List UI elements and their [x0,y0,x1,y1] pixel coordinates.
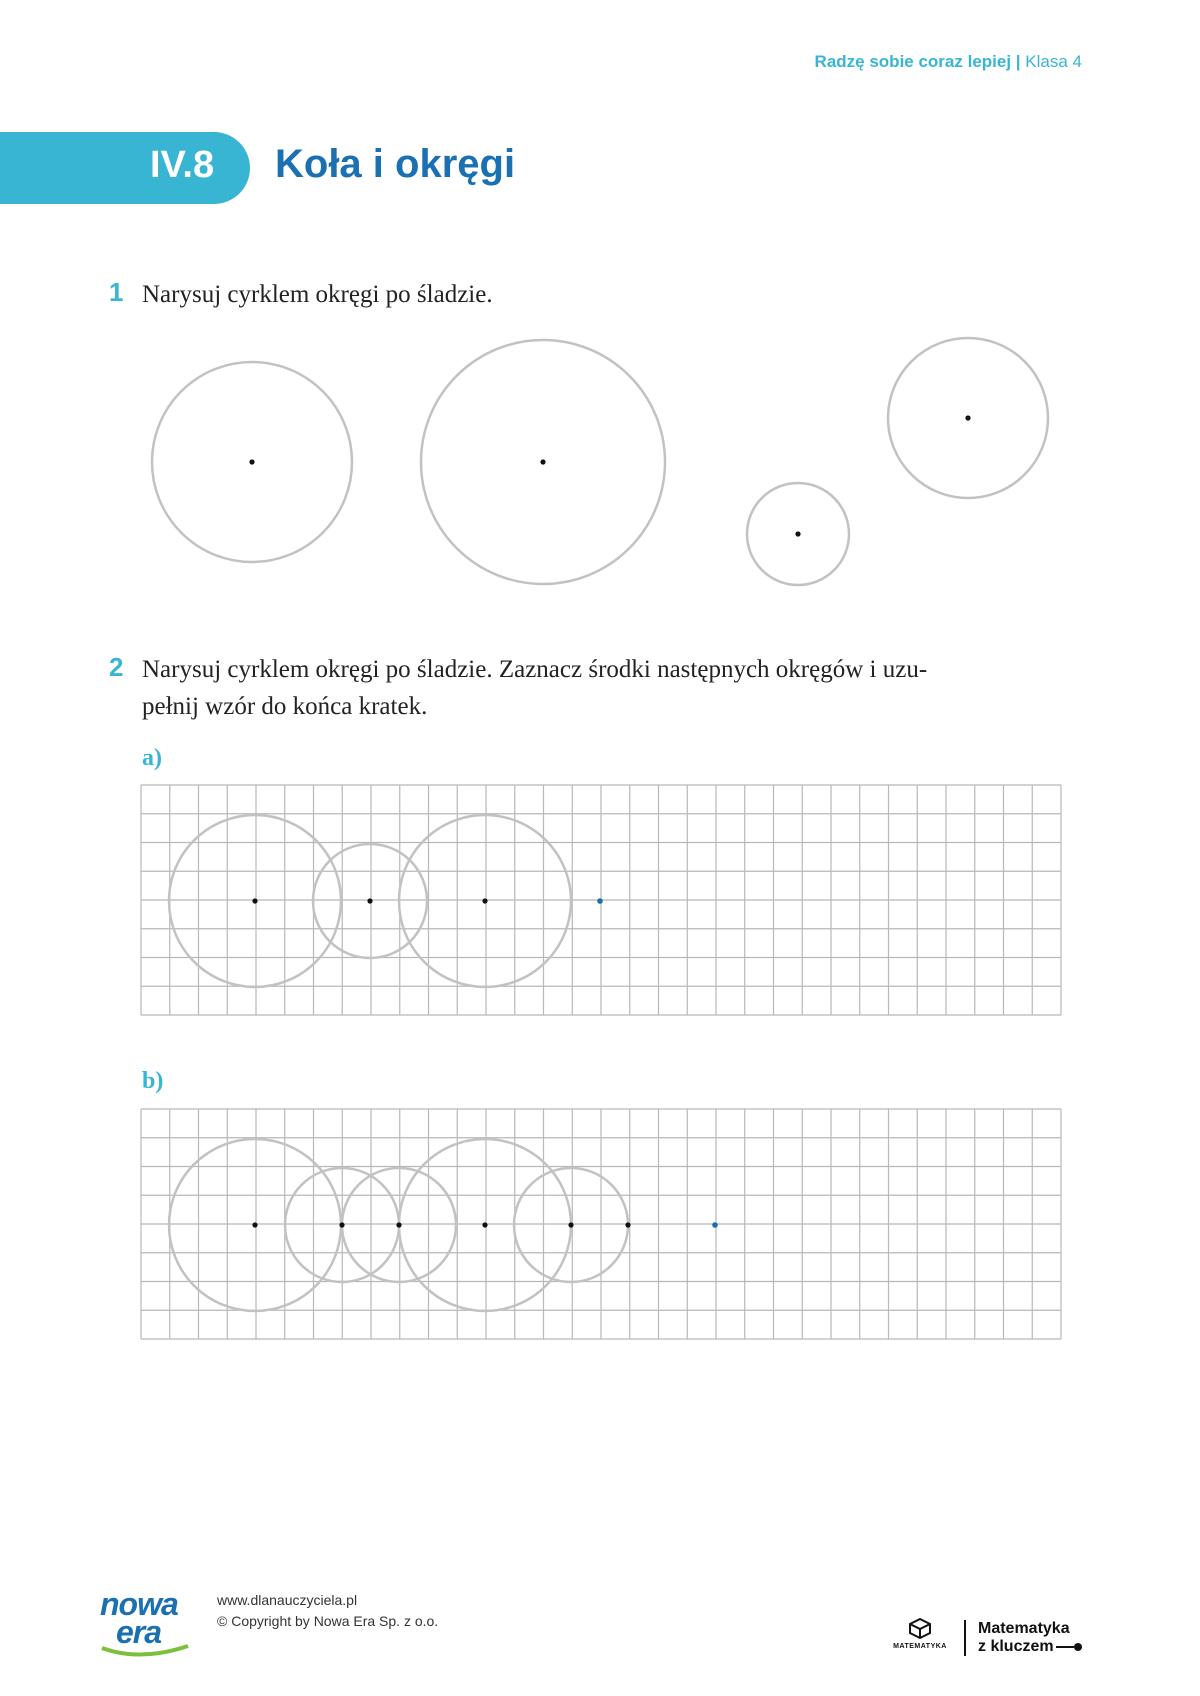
chapter-number: IV.8 [150,144,215,186]
circle-center-dot [396,1222,401,1227]
circle-center-dot [249,459,254,464]
next-center-dot [712,1222,718,1228]
circle-center-dot [252,898,257,903]
circle-center-dot [568,1222,573,1227]
logo-series-line-1: Matematyka [978,1620,1070,1637]
logo-small-text: MATEMATYKA [893,1643,947,1650]
circle-center-dot [367,898,372,903]
logo-series-line-2-row [978,1638,1082,1656]
circle-center-dot [339,1222,344,1227]
logo-text-nowa: nowa [100,1586,178,1622]
footer-website[interactable]: www.dlanauczyciela.pl [217,1592,358,1608]
nowa-era-logo [100,1586,200,1660]
exercise-2-instruction-line-2: pełnij wzór do końca kratek. [142,693,428,720]
circle-center-dot [625,1222,630,1227]
exercise-2a-grid[interactable] [140,784,1066,1018]
key-shaft-icon [1056,1646,1074,1648]
exercise-2b-grid[interactable] [140,1108,1066,1342]
key-head-icon [1074,1643,1082,1651]
circle-center-dot [482,1222,487,1227]
footer-info [217,1590,438,1632]
next-center-dot [597,898,603,904]
series-header [815,52,1082,72]
exercise-1-traces [0,330,1200,600]
circle-center-dot [965,415,970,420]
part-a-label: a) [142,745,162,771]
page-title: Koła i okręgi [275,142,516,186]
logo-divider [964,1620,966,1656]
logo-text-era: era [116,1614,162,1650]
series-title: Radzę sobie coraz lepiej [814,52,1012,71]
circle-center-dot [482,898,487,903]
circle-center-dot [795,531,800,536]
cube-icon [908,1617,932,1639]
logo-series-line-2: z kluczem [978,1638,1054,1655]
exercise-2-number: 2 [109,652,124,682]
footer-copyright: © Copyright by Nowa Era Sp. z o.o. [217,1613,439,1629]
exercise-2-instruction-line-1: Narysuj cyrklem okręgi po śladzie. Zaznacz środki następnych okręgów i uzu- [142,656,928,683]
exercise-1-instruction: Narysuj cyrklem okręgi po śladzie. [142,281,493,308]
part-b-label: b) [142,1068,164,1094]
matematyka-small-logo [890,1617,950,1650]
matematyka-z-kluczem-logo [978,1620,1082,1656]
circle-center-dot [252,1222,257,1227]
exercise-1-number: 1 [109,277,124,307]
series-separator: | [1015,52,1021,71]
circle-center-dot [540,459,545,464]
grade-label: Klasa 4 [1025,52,1082,71]
